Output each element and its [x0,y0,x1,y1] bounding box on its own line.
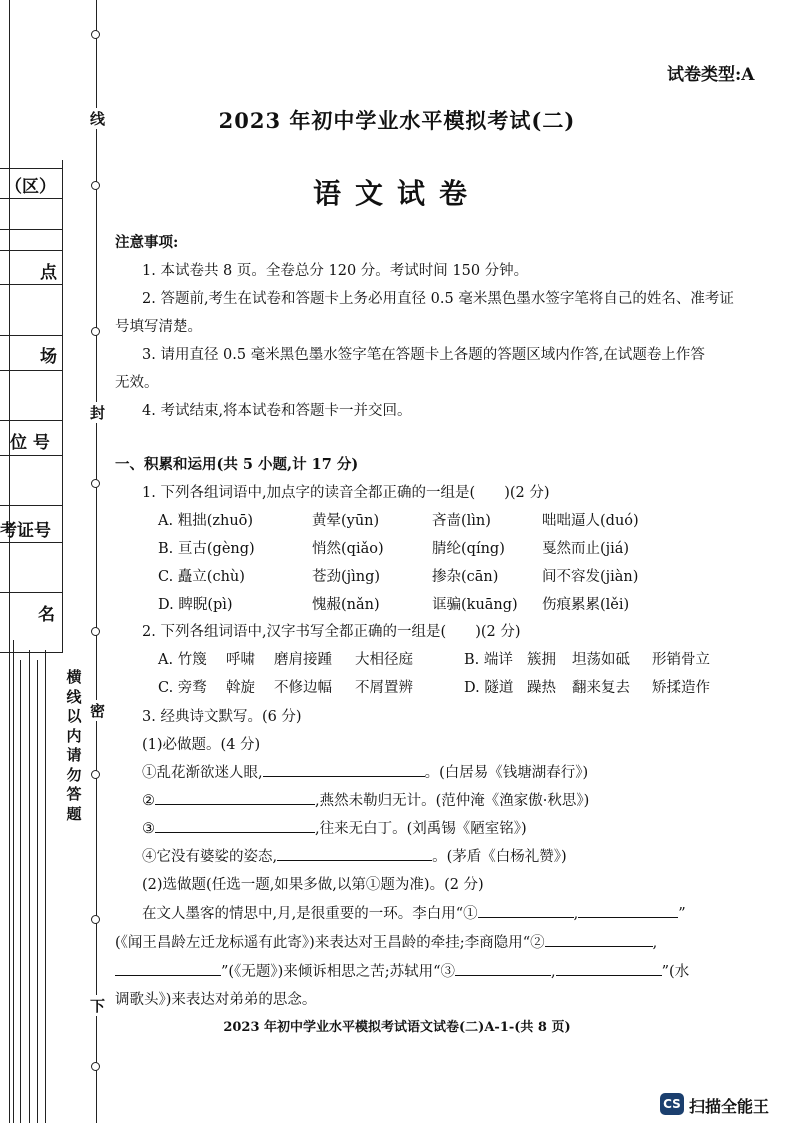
camscanner-watermark: 扫描全能王 [689,1097,770,1116]
option-c-4: 间不容发(jiàn) [542,569,639,585]
notes-heading: 注意事项: [115,234,179,251]
option-b-3: 腈纶(qíng) [432,541,505,557]
q2-b-1: B. 端详 [464,652,513,668]
moon-paragraph-line-2: (《闻王昌龄左迁龙标遥有此寄》)来表达对王昌龄的牵挂;李商隐用“② , [115,931,657,952]
district-label: （区） [5,177,56,197]
q2-d-1: D. 隧道 [464,680,514,696]
seal-char-feng: 封 [90,404,106,422]
field-line [0,229,62,230]
note-item: 4. 考试结束,将本试卷和答题卡一并交回。 [142,403,412,419]
q2-c-4: 不屑置辨 [355,680,413,696]
option-a-4: 咄咄逼人(duó) [542,513,639,529]
option-b-2: 悄然(qiǎo) [312,541,384,557]
question-1-stem: 1. 下列各组词语中,加点字的读音全都正确的一组是( )(2 分) [142,485,550,501]
q2-b-3: 坦荡如砥 [572,652,630,668]
binding-hole-icon [91,770,100,779]
field-line [0,542,62,543]
exam-type: 试卷类型:A [667,65,755,85]
seal-char-mi: 密 [90,702,106,720]
field-line [0,420,62,421]
answer-blank[interactable] [155,790,315,805]
strip-line [62,160,63,653]
exam-room-label: 场 [40,347,57,367]
note-item: 3. 请用直径 0.5 毫米黑色墨水签字笔在答题卡上各题的答题区域内作答,在试题卷上作答 [142,347,705,363]
seat-number-label: 位 号 [10,433,50,453]
paper-subtitle: 语文试卷 [312,177,481,210]
name-label: 名 [38,605,55,625]
answer-blank[interactable] [578,903,678,918]
note-item: 2. 答题前,考生在试卷和答题卡上务必用直径 0.5 毫米黑色墨水签字笔将自己的姓名、准考证 [142,291,734,307]
field-line [0,250,62,251]
admission-number-label: 考证号 [0,521,51,541]
recitation-line-3 [142,817,527,838]
q2-b-4: 形销骨立 [652,652,710,668]
q2-c-1: C. 旁骛 [158,680,207,696]
binding-hole-icon [91,479,100,488]
answer-blank[interactable] [455,961,551,976]
strip-line [45,650,46,1123]
binding-hole-icon [91,327,100,336]
recitation-line-2 [142,789,589,810]
q2-b-2: 簇拥 [527,652,556,668]
field-line [0,284,62,285]
strip-line [13,640,14,1123]
moon-paragraph-line-3: ”(《无题》)来倾诉相思之苦;苏轼用“③ , ”(水 [115,960,689,981]
seal-char-xia: 下 [90,997,106,1015]
note-item: 1. 本试卷共 8 页。全卷总分 120 分。考试时间 150 分钟。 [142,263,529,279]
recitation-pre: ④它没有婆娑的姿态, [142,849,278,865]
answer-blank[interactable] [155,818,315,833]
option-b-1: B. 亘古(gèng) [158,541,255,557]
paragraph-text: (《闻王昌龄左迁龙标遥有此寄》)来表达对王昌龄的牵挂;李商隐用“② [115,935,545,951]
option-b-4: 戛然而止(jiá) [542,541,630,557]
q2-c-3: 不修边幅 [274,680,332,696]
answer-blank[interactable] [556,961,662,976]
field-line [0,505,62,506]
moon-paragraph-line-4: 调歌头》)来表达对弟弟的思念。 [115,992,317,1008]
binding-hole-icon [91,627,100,636]
exam-title: 2023 年初中学业水平模拟考试(二) [218,108,576,133]
option-c-2: 苍劲(jìng) [312,569,381,585]
option-a-2: 黄晕(yūn) [312,513,380,529]
q2-a-4: 大相径庭 [355,652,413,668]
recitation-line-4 [142,845,567,866]
strip-line [20,660,21,1123]
option-d-4: 伤痕累累(lěi) [542,597,630,613]
recitation-post: 。(白居易《钱塘湖春行》) [424,765,589,781]
option-c-1: C. 矗立(chù) [158,569,245,585]
q2-a-3: 磨肩接踵 [274,652,332,668]
question-3-part1: (1)必做题。(4 分) [142,737,261,753]
q2-c-2: 斡旋 [226,680,255,696]
paragraph-text: ” [678,906,686,922]
camscanner-logo: CS [660,1093,684,1115]
answer-blank[interactable] [263,762,425,777]
option-d-1: D. 睥睨(pì) [158,597,233,613]
paragraph-text: ”(《无题》)来倾诉相思之苦;苏轼用“③ [221,964,456,980]
recitation-pre: ①乱花渐欲迷人眼, [142,765,263,781]
field-line [0,455,62,456]
paragraph-text: ”(水 [661,964,690,980]
paragraph-text: 在文人墨客的情思中,月,是很重要的一环。李白用“① [142,906,478,922]
answer-blank[interactable] [277,846,432,861]
field-line [0,592,62,593]
no-answer-warning: 横线以内请勿答题 [66,668,82,823]
page-footer: 2023 年初中学业水平模拟考试语文试卷(二)A-1-(共 8 页) [223,1020,571,1035]
answer-blank[interactable] [478,903,574,918]
answer-blank[interactable] [115,961,221,976]
option-d-3: 诓骗(kuāng) [432,597,518,613]
option-a-3: 吝啬(lìn) [432,513,491,529]
fold-line [96,0,97,1123]
strip-line [37,660,38,1123]
question-3-part2: (2)选做题(任选一题,如果多做,以第①题为准)。(2 分) [142,877,484,893]
question-3-stem: 3. 经典诗文默写。(6 分) [142,709,302,725]
binding-hole-icon [91,30,100,39]
recitation-pre: ② [142,793,155,809]
field-line [0,370,62,371]
q2-d-2: 躁热 [527,680,556,696]
option-c-3: 掺杂(cān) [432,569,499,585]
answer-blank[interactable] [545,932,653,947]
note-item: 号填写清楚。 [115,319,202,335]
recitation-line-1 [142,761,588,782]
strip-line [29,650,30,1123]
q2-a-2: 呼啸 [226,652,255,668]
question-2-stem: 2. 下列各组词语中,汉字书写全都正确的一组是( )(2 分) [142,624,521,640]
q2-d-4: 矫揉造作 [652,680,710,696]
option-a-1: A. 粗拙(zhuō) [158,513,254,529]
moon-paragraph-line-1: 在文人墨客的情思中,月,是很重要的一环。李白用“① , ” [142,902,686,923]
option-d-2: 愧赧(nǎn) [312,597,380,613]
recitation-pre: ③ [142,821,155,837]
recitation-post: ,燕然未勒归无计。(范仲淹《渔家傲·秋思》) [315,793,590,809]
field-line [0,652,62,653]
binding-hole-icon [91,1062,100,1071]
binding-hole-icon [91,915,100,924]
exam-center-label: 点 [40,263,57,283]
field-line [0,335,62,336]
recitation-post: 。(茅盾《白杨礼赞》) [432,849,567,865]
field-line [0,168,62,169]
note-item: 无效。 [115,375,159,391]
seal-char-xian: 线 [90,110,106,128]
q2-a-1: A. 竹篾 [158,652,207,668]
section-heading: 一、积累和运用(共 5 小题,计 17 分) [115,456,359,473]
q2-d-3: 翻来复去 [572,680,630,696]
recitation-post: ,往来无白丁。(刘禹锡《陋室铭》) [315,821,527,837]
